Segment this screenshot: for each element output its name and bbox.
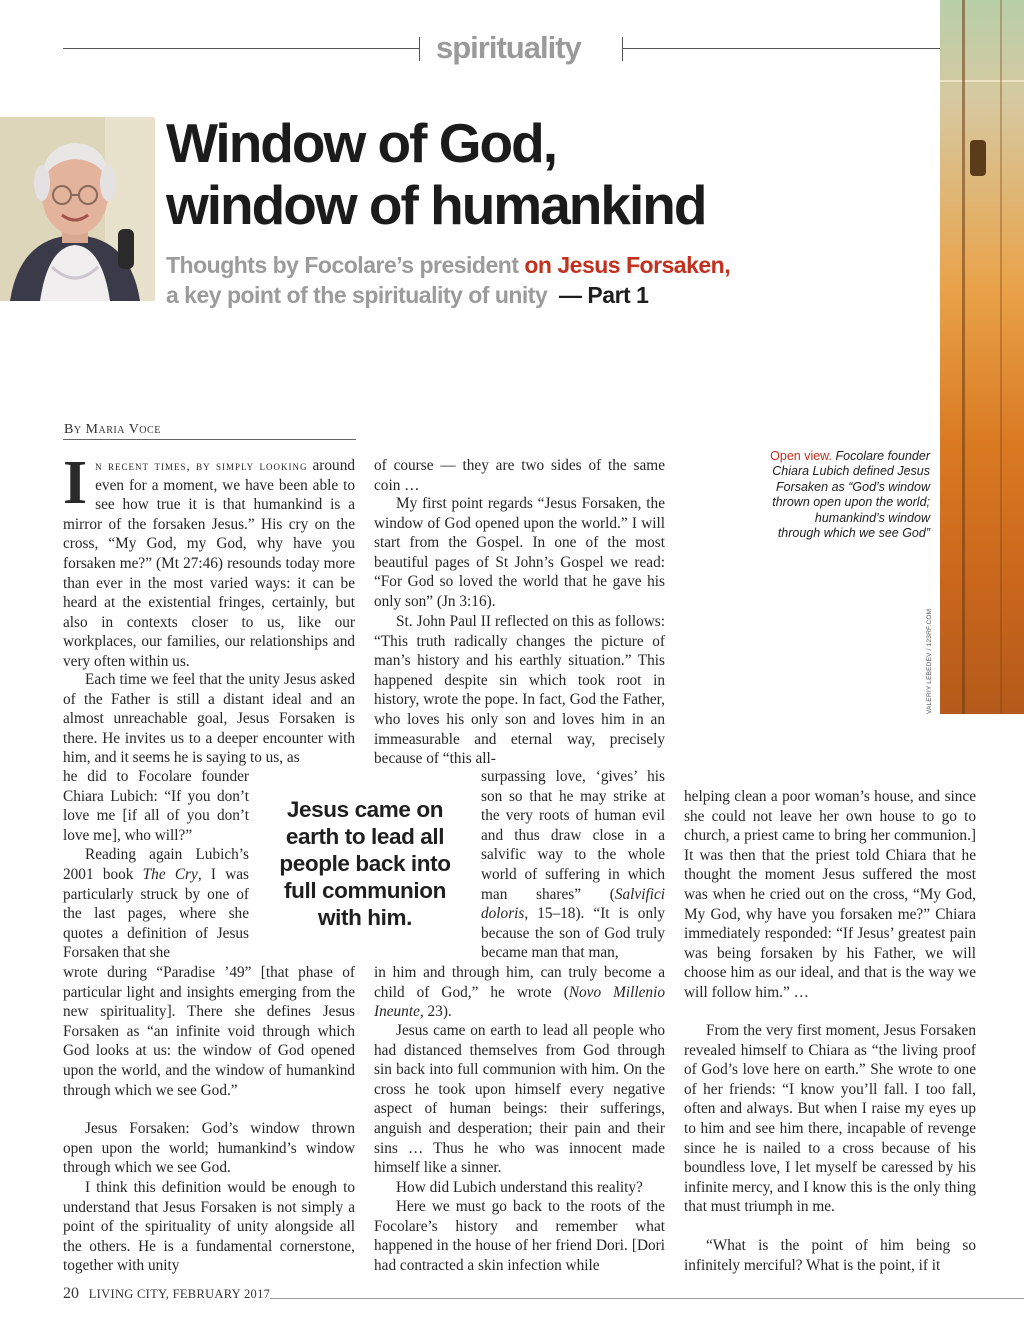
subtitle-part3: a key point of the spirituality of unity <box>166 282 548 308</box>
article-paragraph-4 <box>63 1119 355 1178</box>
article-paragraph-5 <box>63 1178 355 1276</box>
subtitle-part2: on Jesus Forsaken, <box>524 252 731 278</box>
photo-caption <box>770 449 930 541</box>
byline: By Maria Voce <box>64 422 161 437</box>
header-rule-tick-left <box>419 37 420 61</box>
footer-rule <box>270 1298 1024 1299</box>
citation-salvifici: Salvifici doloris, <box>481 885 665 923</box>
caption-lead: Open view. <box>770 449 832 463</box>
section-label: spirituality <box>436 30 581 65</box>
col2-paragraph-1 <box>374 456 665 495</box>
photo-credit: VALERIY LEBEDEV / 123RF.COM <box>926 608 933 714</box>
col2-paragraph-4-text: Jesus came on earth to lead all people who had distanced themselves from God through sin back into full communion with him. On the cross he took upon himself every negative aspect of human beings: their sufferings, anguish and desperation; their pain and their sins … Thus he who was innocent made himself like a sinner. <box>374 1022 665 1177</box>
headline-title <box>166 112 705 236</box>
col2-paragraph-3a-text: St. John Paul II reflected on this as follows: “This truth radically changes the picture of man’s history and his earthly situation.” This happened despite sin which took root in history, wrote the pope. In fact, God the Father, who loves his only son and loves him in an immeasurable and eternal way, precisely because of “this all- <box>374 613 665 768</box>
book-title: The Cry <box>142 865 198 883</box>
citation-novo-millenio: Novo Millenio Ineunte, <box>374 983 665 1021</box>
headline-subtitle <box>166 250 730 310</box>
col2-paragraph-3c-text: in him and through him, can truly become a child of God,” he wrote ( <box>374 964 665 1001</box>
header-rule-left <box>63 48 419 49</box>
paragraph-3c-text: wrote during “Paradise ’49” [that phase of particular light and insights emerging from the new spirituality]. There she defines Jesus Forsaken as “an infinite void through which God looks at us: the window of God opened upon the world, and the window of humankind through which we see God.” <box>63 964 355 1099</box>
headline-title-line1: Window of God, <box>166 112 557 174</box>
subtitle-part4: — Part 1 <box>559 282 649 308</box>
paragraph-3a-text: Reading again Lubich’s 2001 book <box>63 846 249 883</box>
col3-paragraph-2 <box>684 1021 976 1217</box>
paragraph-5-text: I think this definition would be enough to understand that Jesus Forsaken is not simply a point of the spirituality of unity alongside all the others. He is a fundamental cornerstone, together with unity <box>63 1179 355 1275</box>
window-frame-bar <box>940 80 1024 82</box>
col2-paragraph-1-text: of course — they are two sides of the same coin … <box>374 457 665 494</box>
window-frame-left <box>962 0 965 714</box>
byline-rule <box>63 439 356 440</box>
article-paragraph-2a <box>63 670 355 768</box>
col2-paragraph-3b-end: 15–18). “It is only because the son of God truly became man that man, <box>481 905 665 962</box>
caption-text: Focolare founder Chiara Lubich defined Jesus Forsaken as “God’s window thrown open upon the world; humankind’s window through which we see God” <box>772 449 930 541</box>
page-number: 20 <box>63 1285 79 1302</box>
col2-paragraph-3b <box>481 767 665 963</box>
drop-cap: I <box>63 449 88 517</box>
col2-paragraph-3c <box>374 963 665 1022</box>
col2-paragraph-5-text: How did Lubich understand this reality? <box>396 1179 643 1196</box>
header-rule-tick-right <box>622 37 623 61</box>
col2-paragraph-4 <box>374 1021 665 1178</box>
paragraph-3b-text: , I was particularly struck by one of the last pages, where she quotes a definition of Jesus Forsaken that she <box>63 865 249 962</box>
paragraph-4-text: Jesus Forsaken: God’s window thrown open upon the world; humankind’s window through which we see God. <box>63 1120 355 1177</box>
col3-paragraph-2-text: From the very first moment, Jesus Forsaken revealed himself to Chiara as “the living proof of God’s love here on earth.” She wrote to one of her friends: “I know you’ll fall. I too fall, often and always. But when I raise my eyes up to him and see him there, incapable of revenge since he is nailed to a cross because of his boundless love, I let myself be caressed by his infinite mercy, and I know this is the only thing that must triumph in me. <box>684 1022 976 1216</box>
headline-title-line2: window of humankind <box>166 174 706 236</box>
col2-paragraph-3a <box>374 612 665 769</box>
col2-paragraph-6-text: Here we must go back to the roots of the Focolare’s history and remember what happened in the house of her friend Dori. [Dori had contracted a skin infection while <box>374 1198 665 1274</box>
col2-paragraph-5 <box>374 1178 665 1198</box>
col3-paragraph-3 <box>684 1236 976 1275</box>
portrait-illustration <box>0 117 155 301</box>
paragraph-2b-text: he did to Focolare founder Chiara Lubich: “If you don’t love me [if all of you don’t love me], who will?” <box>63 768 249 844</box>
paragraph-2a-text: Each time we feel that the unity Jesus asked of the Father is still a distant ideal and an almost unreachable goal, Jesus Forsaken is there. He invites us to a deeper encounter with him, and it seems he is saying to us, as <box>63 671 355 767</box>
subtitle-part1: Thoughts by Focolare’s president <box>166 252 519 278</box>
article-paragraph-2b <box>63 767 249 963</box>
col2-paragraph-2-text: My first point regards “Jesus Forsaken, the window of God opened upon the world.” I will start from the Gospel. In one of the most beautiful pages of St John’s Gospel we read: “For God so loved the world that he gave his only son” (Jn 3:16). <box>374 495 665 610</box>
col3-paragraph-3-text: “What is the point of him being so infinitely merciful? What is the point, if it <box>684 1237 976 1274</box>
col2-paragraph-6 <box>374 1197 665 1275</box>
window-handle <box>970 140 986 176</box>
paragraph-1-text: around even for a moment, we have been able to see how true it is that humankind is a mirror of the forsaken Jesus.” His cry on the cross, “My God, my God, why have you forsaken me?” (Mt 27:46) resounds today more than ever in the most varied ways: it can be heard at the existential fringes, certainly, but also in contexts closer to us, like our workplaces, our families, our relationships and very often within us. <box>63 457 355 670</box>
publication-info: LIVING CITY, FEBRUARY 2017 <box>88 1287 271 1301</box>
opening-small-caps: n recent times, by simply looking <box>95 458 308 473</box>
article-paragraph-3c <box>63 963 355 1100</box>
col3-paragraph-1-text: helping clean a poor woman’s house, and since she could not leave her own house to go to church, a priest came to bring her communion.] It was then that the priest told Chiara that he thought the moment Jesus suffered the most was when he cried out on the cross, “My God, My God, why have you forsaken me?” Chiara immediately responded: “If Jesus’ greatest pain was being forsaken by his Father, we will choose him as our ideal, and that is the way we will follow him.” … <box>684 788 976 1001</box>
header-rule-right <box>622 48 940 49</box>
pull-quote: Jesus came on earth to lead all people back into full communion with him. <box>279 797 451 930</box>
author-portrait <box>0 117 155 301</box>
col2-paragraph-3b-text: surpassing love, ‘gives’ his son so that he may strike at the very roots of human evil and thus draw close in a salvific way to the whole world of suffering in which man shares” ( <box>481 768 665 903</box>
col2-paragraph-3c-end: 23). <box>423 1003 452 1021</box>
col3-paragraph-1 <box>684 787 976 1003</box>
col2-paragraph-2 <box>374 494 665 612</box>
page-footer <box>63 1285 270 1303</box>
window-frame-right <box>1000 0 1002 714</box>
window-photo <box>940 0 1024 714</box>
article-paragraph-1 <box>63 449 355 672</box>
